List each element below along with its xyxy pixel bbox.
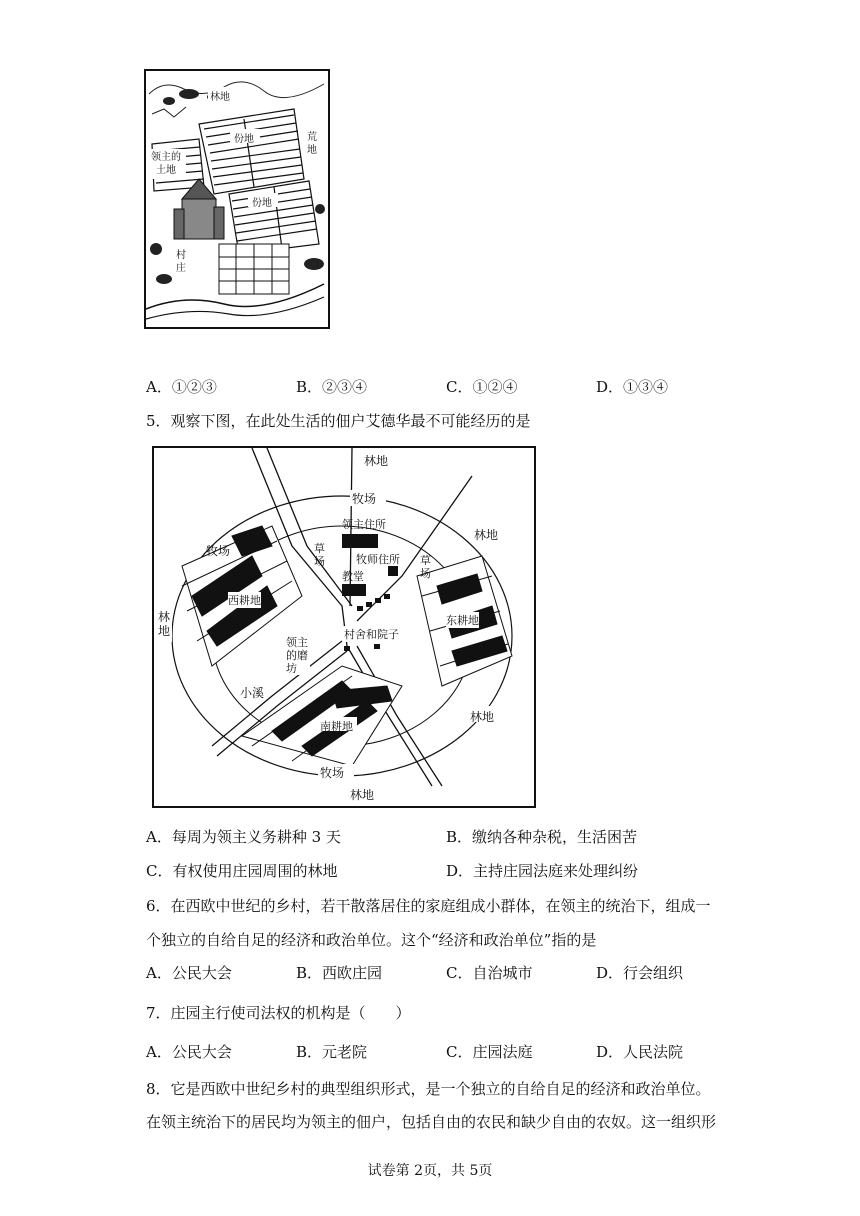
map-label-forest-right: 林地 — [474, 528, 499, 542]
q6-option-c — [446, 963, 533, 983]
q8-stem-line2: 在领主统治下的居民均为领主的佃户，包括自由的农民和缺少自由的农奴。这一组织形 — [146, 1113, 717, 1131]
option-letter: B． — [296, 964, 323, 982]
option-letter: D． — [446, 862, 474, 880]
map-label-meadow-right: 草场 — [420, 554, 431, 580]
q7-option-a — [146, 1042, 232, 1062]
q5-option-a — [146, 827, 341, 847]
option-text: 庄园法庭 — [472, 1043, 533, 1061]
map-label-cottages: 村舍和院子 — [344, 628, 399, 641]
option-text: 自治城市 — [472, 964, 533, 982]
map-label-priest-residence: 牧师住所 — [356, 553, 400, 566]
option-letter: B． — [446, 828, 473, 846]
option-letter: D． — [596, 378, 624, 396]
q8-stem-line1: 8．它是西欧中世纪乡村的典型组织形式，是一个独立的自给自足的经济和政治单位。 — [146, 1080, 711, 1098]
q5-option-c — [146, 861, 338, 881]
option-letter: A． — [146, 828, 172, 846]
map-label-forest-bottom: 林地 — [350, 788, 375, 802]
q6-option-a — [146, 963, 232, 983]
fig1-label-tenant-land-2: 份地 — [252, 198, 272, 209]
fig1-label-forest: 林地 — [210, 92, 230, 103]
option-text: 西欧庄园 — [322, 964, 383, 982]
option-letter: C． — [446, 964, 473, 982]
q4-option-b — [296, 377, 367, 397]
map-label-east-field: 东耕地 — [446, 614, 479, 627]
map-label-church: 教堂 — [342, 570, 364, 583]
q5-option-d — [446, 861, 638, 881]
q6-stem-line2: 个独立的自给自足的经济和政治单位。这个“经济和政治单位”指的是 — [146, 931, 597, 949]
q6-stem-line1: 6．在西欧中世纪的乡村，若干散落居住的家庭组成小群体，在领主的统治下，组成一 — [146, 897, 711, 915]
fig1-label-village: 村庄 — [176, 250, 186, 274]
option-letter: B． — [296, 1043, 323, 1061]
option-letter: A． — [146, 1043, 172, 1061]
q5-option-b — [446, 827, 637, 847]
q5-stem: 5．观察下图，在此处生活的佃户艾德华最不可能经历的是 — [146, 412, 531, 430]
map-label-south-field: 南耕地 — [320, 720, 353, 733]
fig1-label-waste: 荒地 — [307, 132, 317, 156]
map-label-forest-right-low: 林地 — [470, 710, 495, 724]
map-label-pasture-bottom: 牧场 — [320, 766, 345, 780]
option-letter: C． — [446, 378, 473, 396]
manor-map — [152, 446, 536, 808]
manor-illustration-svg — [144, 69, 330, 329]
option-letter: A． — [146, 964, 172, 982]
q4-option-c — [446, 377, 518, 397]
q6-option-b — [296, 963, 382, 983]
q7-option-d — [596, 1042, 683, 1062]
option-text: ①③④ — [623, 378, 669, 396]
fig1-label-lord-land: 领主的土地 — [151, 152, 181, 176]
church-block — [342, 584, 366, 596]
map-label-lord-residence: 领主住所 — [342, 518, 386, 531]
q4-option-d — [596, 377, 668, 397]
q6-option-d — [596, 963, 683, 983]
page-footer: 试卷第 2页，共 5页 — [367, 1163, 493, 1179]
option-text: 公民大会 — [171, 1043, 232, 1061]
map-label-forest-left: 林地 — [158, 610, 171, 638]
option-letter: B． — [296, 378, 323, 396]
option-letter: A． — [146, 378, 172, 396]
option-letter: D． — [596, 1043, 624, 1061]
option-text: ②③④ — [322, 378, 368, 396]
map-label-mill: 领主的磨坊 — [286, 636, 308, 675]
option-text: 元老院 — [322, 1043, 368, 1061]
map-label-pasture-left: 牧场 — [206, 544, 231, 558]
option-text: ①②④ — [472, 378, 518, 396]
option-text: 行会组织 — [623, 964, 684, 982]
q7-option-b — [296, 1042, 367, 1062]
option-text: 公民大会 — [171, 964, 232, 982]
map-label-meadow-left: 草场 — [314, 542, 325, 568]
q7-stem: 7．庄园主行使司法权的机构是（ ） — [146, 1004, 411, 1022]
q4-option-a — [146, 377, 217, 397]
option-letter: C． — [446, 1043, 473, 1061]
map-label-pasture-top: 牧场 — [352, 492, 377, 506]
option-text: 每周为领主义务耕种 3 天 — [171, 828, 341, 846]
map-label-stream: 小溪 — [240, 686, 265, 700]
fig1-label-tenant-land-1: 份地 — [234, 134, 254, 145]
map-label-west-field: 西耕地 — [228, 594, 261, 607]
map-label-forest-top: 林地 — [364, 454, 389, 468]
manor-illustration — [144, 69, 330, 329]
option-letter: C． — [146, 862, 173, 880]
option-text: 人民法院 — [623, 1043, 684, 1061]
option-letter: D． — [596, 964, 624, 982]
option-text: 缴纳各种杂税，生活困苦 — [472, 828, 638, 846]
lord-residence-block — [342, 534, 378, 548]
option-text: ①②③ — [171, 378, 217, 396]
q7-option-c — [446, 1042, 533, 1062]
option-text: 有权使用庄园周围的林地 — [172, 862, 338, 880]
option-text: 主持庄园法庭来处理纠纷 — [473, 862, 639, 880]
